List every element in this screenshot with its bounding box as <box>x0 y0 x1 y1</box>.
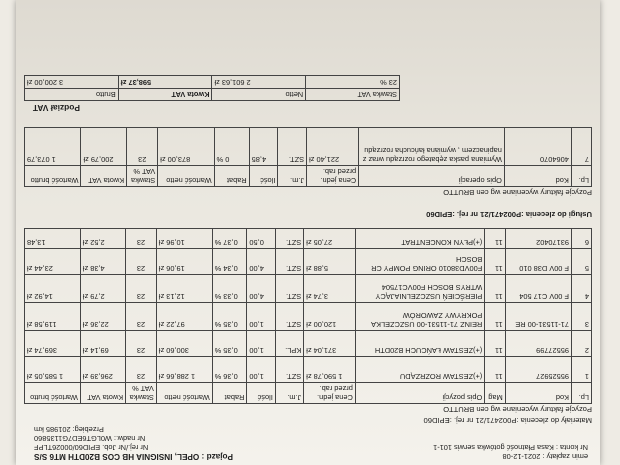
cell-opis: F00VD38010 ORING POMPY CR BOSCH <box>355 249 484 275</box>
vat-table-wrap <box>24 75 400 101</box>
col-ilosc: Ilość <box>247 383 275 404</box>
cell-ilosc: 0,50 <box>247 229 275 249</box>
cell-cena: 221,40 zł <box>307 128 359 166</box>
table-row <box>25 357 592 383</box>
col-kod: Kod <box>504 166 571 187</box>
cell-jm: SZT. <box>275 275 303 303</box>
services-table <box>24 127 592 187</box>
services-table-wrap <box>24 127 592 187</box>
cell-kod: 4064070 <box>504 128 571 166</box>
cell-kwota: 22,36 zł <box>80 303 125 331</box>
cell-kwota: 200,79 zł <box>81 128 127 166</box>
col-kwota: Kwota VAT <box>81 166 127 187</box>
col-cena: Cena jedn. przed rab. <box>304 383 356 404</box>
col-netto: Netto <box>212 89 306 101</box>
cell-lp: 2 <box>572 331 592 357</box>
cell-stawka: 23 <box>126 249 157 275</box>
account-info: Nr konta : Kasa Płatność gotówka serwis 101-1 <box>433 443 588 452</box>
cell-cena: 5,88 zł <box>304 249 356 275</box>
cell-kod: F 00V D38 010 <box>505 249 571 275</box>
materials-subtitle: Pozycje faktury wyceniane wg cen BRUTTO <box>443 405 592 414</box>
cell-cena: 371,04 zł <box>304 331 356 357</box>
vehicle-name: Pojazd : OPEL, INSIGNIA HB COS B20DTH MT6 S/S <box>34 452 233 461</box>
services-title: Usługi do zlecenia :P002471/21 nr rej. :EPID60 <box>426 210 592 219</box>
cell-netto: 19,06 zł <box>156 249 212 275</box>
cell-lp: 1 <box>572 357 592 383</box>
col-rabat: Rabat <box>214 166 249 187</box>
cell-stawka: 23 % <box>306 76 400 89</box>
col-rabat: Rabat <box>212 383 247 404</box>
cell-mag: 11 <box>485 357 505 383</box>
col-opis: Opis operacji <box>359 166 505 187</box>
col-brutto: Wartość brutto <box>25 383 81 404</box>
vehicle-info <box>34 425 233 461</box>
cell-lp: 6 <box>572 229 592 249</box>
cell-kod: F 00V C17 504 <box>505 275 571 303</box>
cell-opis: Wymiana paska zębatego rozrządu wraz z napinaczem , wymiana łańcucha rozrządu <box>359 128 505 166</box>
table-row <box>25 229 592 249</box>
cell-kwota: 598,37 zł <box>118 76 212 89</box>
col-mag: Mag <box>485 383 505 404</box>
cell-brutto: 23,44 zł <box>25 249 81 275</box>
services-subtitle: Pozycje faktury wyceniane wg cen BRUTTO <box>443 188 592 197</box>
cell-stawka: 23 <box>126 331 157 357</box>
table-row <box>25 275 592 303</box>
cell-netto: 300,60 zł <box>156 331 212 357</box>
col-brutto: Brutto <box>25 89 119 101</box>
cell-stawka: 23 <box>126 303 157 331</box>
col-netto: Wartość netto <box>158 166 214 187</box>
cell-rabat: 0,34 % <box>212 249 247 275</box>
registration-number: Nr rej./Nr Job. EPID60/00026TLPF <box>34 443 149 452</box>
cell-opis: (+)PŁYN KONCENTRAT <box>355 229 484 249</box>
table-row <box>25 249 592 275</box>
cell-cena: 120,00 zł <box>304 303 356 331</box>
cell-rabat: 0,35 % <box>212 303 247 331</box>
cell-stawka: 23 <box>126 275 157 303</box>
cell-kwota: 69,14 zł <box>80 331 125 357</box>
cell-mag: 11 <box>485 229 505 249</box>
cell-rabat: 0,37 % <box>212 229 247 249</box>
cell-brutto: 14,92 zł <box>25 275 81 303</box>
cell-brutto: 369,74 zł <box>25 331 81 357</box>
cell-mag: 11 <box>485 331 505 357</box>
cell-jm: SZT. <box>278 128 307 166</box>
col-stawka: Stawka VAT % <box>127 166 158 187</box>
cell-mag: 11 <box>485 275 505 303</box>
cell-lp: 3 <box>572 303 592 331</box>
col-opis: Opis pozycji <box>355 383 484 404</box>
col-lp: Lp. <box>572 383 592 404</box>
col-cena: Cena jedn. przed rab. <box>307 166 359 187</box>
mileage: Przebieg: 201985 km <box>34 425 104 434</box>
cell-stawka: 23 <box>126 357 157 383</box>
col-kwota: Kwota VAT <box>80 383 125 404</box>
cell-rabat: 0 % <box>214 128 249 166</box>
cell-ilosc: 1,00 <box>247 357 275 383</box>
materials-table <box>24 228 592 404</box>
cell-rabat: 0,35 % <box>212 331 247 357</box>
cell-kod: 95525927 <box>505 357 571 383</box>
cell-ilosc: 4,00 <box>247 275 275 303</box>
table-row <box>25 128 592 166</box>
cell-jm: SZT. <box>275 303 303 331</box>
cell-kwota: 2,52 zł <box>80 229 125 249</box>
cell-brutto: 119,58 zł <box>25 303 81 331</box>
cell-brutto: 1 585,05 zł <box>25 357 81 383</box>
cell-cena: 3,74 zł <box>304 275 356 303</box>
cell-brutto: 13,48 <box>25 229 81 249</box>
cell-netto: 12,13 zł <box>156 275 212 303</box>
cell-brutto: 3 200,00 zł <box>25 76 119 89</box>
vat-header-row <box>25 89 400 101</box>
col-brutto: Wartość brutto <box>25 166 81 187</box>
cell-cena: 1 590,78 zł <box>304 357 356 383</box>
table-row <box>25 331 592 357</box>
cell-mag: 11 <box>485 303 505 331</box>
invoice-header <box>28 425 588 461</box>
cell-netto: 873,00 zł <box>158 128 214 166</box>
cell-netto: 10,96 zł <box>156 229 212 249</box>
cell-kod: 71-11531-00 RE <box>505 303 571 331</box>
col-stawka: Stawka VAT <box>306 89 400 101</box>
col-jm: J.m. <box>278 166 307 187</box>
cell-kwota: 4,38 zł <box>80 249 125 275</box>
cell-kwota: 296,39 zł <box>80 357 125 383</box>
cell-mag: 11 <box>485 249 505 275</box>
materials-title: Materiały do zlecenia :P002471/21 nr rej. :EPID60 <box>423 416 592 425</box>
services-header-row <box>25 166 592 187</box>
invoice-sheet <box>16 0 600 465</box>
col-stawka: Stawka VAT % <box>126 383 157 404</box>
cell-jm: KPL. <box>275 331 303 357</box>
col-ilosc: Ilość <box>249 166 278 187</box>
col-lp: Lp. <box>571 166 591 187</box>
materials-table-wrap <box>24 228 592 404</box>
cell-brutto: 1 073,79 <box>25 128 81 166</box>
cell-ilosc: 4,00 <box>247 249 275 275</box>
cell-rabat: 0,36 % <box>212 357 247 383</box>
table-row <box>25 303 592 331</box>
cell-ilosc: 4,85 <box>249 128 278 166</box>
cell-netto: 97,22 zł <box>156 303 212 331</box>
cell-kod: 93170402 <box>505 229 571 249</box>
cell-jm: SZT. <box>275 357 303 383</box>
payment-due: emin zapłaty : 2021-12-08 <box>502 452 588 461</box>
cell-lp: 7 <box>571 128 591 166</box>
cell-cena: 27,05 zł <box>304 229 356 249</box>
vin-number: Nr nadw.: W0LGT6ED7G1135860 <box>34 434 146 443</box>
cell-ilosc: 1,00 <box>247 303 275 331</box>
cell-rabat: 0,33 % <box>212 275 247 303</box>
cell-netto: 1 288,66 zł <box>156 357 212 383</box>
cell-jm: SZT. <box>275 229 303 249</box>
col-kwota: Kwota VAT <box>118 89 212 101</box>
cell-kod: 95527799 <box>505 331 571 357</box>
col-netto: Wartość netto <box>156 383 212 404</box>
cell-netto: 2 601,63 zł <box>212 76 306 89</box>
col-kod: Kod <box>505 383 571 404</box>
cell-jm: SZT. <box>275 249 303 275</box>
cell-lp: 5 <box>572 249 592 275</box>
cell-ilosc: 1,00 <box>247 331 275 357</box>
cell-stawka: 23 <box>126 229 157 249</box>
vat-title: Podział VAT <box>32 103 80 113</box>
cell-opis: (+)ZESTAW ROZRZĄDU <box>355 357 484 383</box>
col-jm: J.m. <box>275 383 303 404</box>
cell-opis: (+)ZESTAW ŁAŃCUCH B20DTH <box>355 331 484 357</box>
cell-lp: 4 <box>572 275 592 303</box>
vat-table <box>24 75 400 101</box>
cell-opis: REINZ 71-11531-00 USZCZELKA POKRYWY ZAWORÓW <box>355 303 484 331</box>
cell-stawka: 23 <box>127 128 158 166</box>
table-row <box>25 76 400 89</box>
cell-opis: PIERŚCIEŃ USZCZELNIAJĄCY WTRYS BOSCH F00VC17504 <box>355 275 484 303</box>
cell-kwota: 2,79 zł <box>80 275 125 303</box>
materials-header-row <box>25 383 592 404</box>
